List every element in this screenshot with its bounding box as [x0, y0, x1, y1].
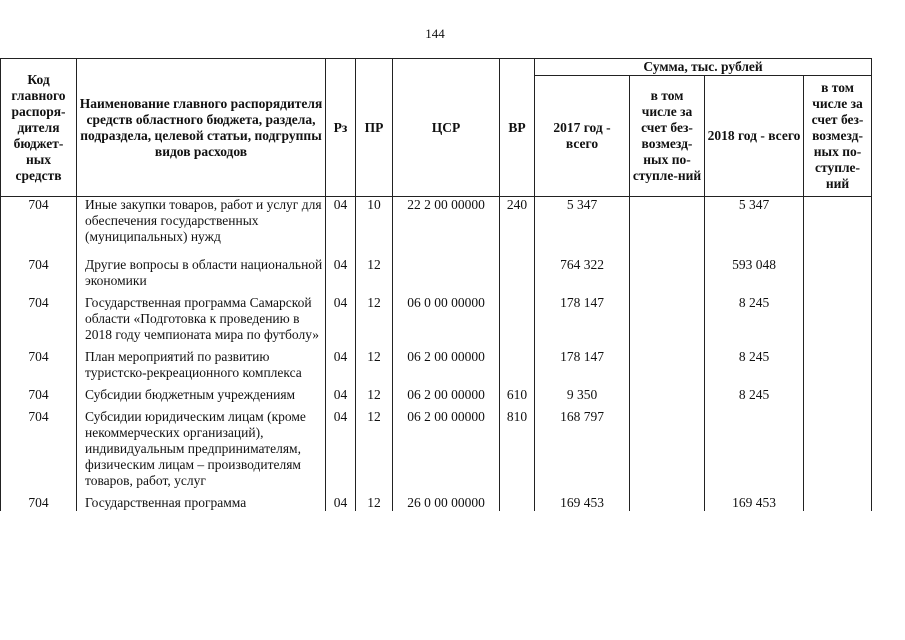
cell-code: 704: [1, 295, 77, 349]
cell-total-2017: 169 453: [535, 495, 630, 511]
cell-csr: 26 0 00 00000: [393, 495, 500, 511]
cell-vr: [500, 349, 535, 387]
cell-total-2018: 169 453: [705, 495, 804, 511]
cell-code: 704: [1, 197, 77, 258]
table-row: [1, 295, 872, 349]
header-csr: ЦСР: [393, 59, 500, 197]
cell-grant-2018: [804, 495, 872, 511]
header-grant-2018: в том числе за счет без-возмезд-ных по-ступле-ний: [804, 76, 872, 197]
cell-name: План мероприятий по развитию туристско-рекреационного комплекса: [77, 349, 326, 387]
cell-grant-2017: [630, 257, 705, 295]
cell-pr: 12: [356, 295, 393, 349]
header-sum-group: Сумма, тыс. рублей: [535, 59, 872, 76]
cell-csr: 06 2 00 00000: [393, 409, 500, 495]
cell-rz: 04: [326, 257, 356, 295]
cell-code: 704: [1, 495, 77, 511]
cell-total-2017: 764 322: [535, 257, 630, 295]
cell-vr: [500, 295, 535, 349]
cell-total-2017: 178 147: [535, 349, 630, 387]
table-row: [1, 495, 872, 511]
header-total-2018: 2018 год - всего: [705, 76, 804, 197]
cell-grant-2017: [630, 409, 705, 495]
cell-rz: 04: [326, 409, 356, 495]
cell-total-2018: 8 245: [705, 349, 804, 387]
cell-total-2018: 593 048: [705, 257, 804, 295]
cell-grant-2017: [630, 295, 705, 349]
cell-name: Субсидии бюджетным учреждениям: [77, 387, 326, 409]
cell-pr: 12: [356, 349, 393, 387]
budget-table: [0, 58, 872, 511]
cell-name: Другие вопросы в области национальной экономики: [77, 257, 326, 295]
cell-pr: 12: [356, 409, 393, 495]
table-row: [1, 387, 872, 409]
cell-grant-2018: [804, 387, 872, 409]
table-row: [1, 349, 872, 387]
cell-pr: 12: [356, 495, 393, 511]
cell-name: Субсидии юридическим лицам (кроме некоммерческих организаций), индивидуальным предпринимателям, физическим лицам – производителям товаров, работ, услуг: [77, 409, 326, 495]
cell-grant-2018: [804, 295, 872, 349]
cell-vr: 810: [500, 409, 535, 495]
cell-vr: 240: [500, 197, 535, 258]
cell-vr: [500, 257, 535, 295]
cell-total-2017: 5 347: [535, 197, 630, 258]
header-rz: Рз: [326, 59, 356, 197]
cell-total-2018: [705, 409, 804, 495]
cell-rz: 04: [326, 197, 356, 258]
cell-grant-2018: [804, 197, 872, 258]
cell-total-2018: 5 347: [705, 197, 804, 258]
cell-rz: 04: [326, 387, 356, 409]
cell-pr: 12: [356, 387, 393, 409]
cell-total-2018: 8 245: [705, 295, 804, 349]
header-vr: ВР: [500, 59, 535, 197]
cell-total-2017: 178 147: [535, 295, 630, 349]
header-name: Наименование главного распорядителя средств областного бюджета, раздела, подраздела, целевой статьи, подгруппы видов расходов: [77, 59, 326, 197]
cell-rz: 04: [326, 295, 356, 349]
cell-vr: 610: [500, 387, 535, 409]
cell-grant-2017: [630, 495, 705, 511]
cell-pr: 12: [356, 257, 393, 295]
cell-csr: 06 2 00 00000: [393, 387, 500, 409]
cell-code: 704: [1, 409, 77, 495]
cell-grant-2018: [804, 349, 872, 387]
cell-grant-2018: [804, 409, 872, 495]
cell-total-2018: 8 245: [705, 387, 804, 409]
cell-csr: 06 2 00 00000: [393, 349, 500, 387]
cell-code: 704: [1, 387, 77, 409]
cell-name: Государственная программа: [77, 495, 326, 511]
cell-pr: 10: [356, 197, 393, 258]
cell-csr: [393, 257, 500, 295]
cell-code: 704: [1, 349, 77, 387]
header-grant-2017: в том числе за счет без-возмезд-ных по-ступле-ний: [630, 76, 705, 197]
table-body: [1, 197, 872, 512]
cell-name: Иные закупки товаров, работ и услуг для обеспечения государственных (муниципальных) нужд: [77, 197, 326, 258]
page-number: 144: [425, 26, 445, 41]
table-header: [1, 59, 872, 197]
cell-code: 704: [1, 257, 77, 295]
cell-total-2017: 9 350: [535, 387, 630, 409]
cell-grant-2018: [804, 257, 872, 295]
header-total-2017: 2017 год - всего: [535, 76, 630, 197]
cell-csr: 22 2 00 00000: [393, 197, 500, 258]
cell-total-2017: 168 797: [535, 409, 630, 495]
header-pr: ПР: [356, 59, 393, 197]
table-row: [1, 409, 872, 495]
cell-rz: 04: [326, 349, 356, 387]
table-row: [1, 257, 872, 295]
cell-vr: [500, 495, 535, 511]
table-row: [1, 197, 872, 258]
cell-grant-2017: [630, 197, 705, 258]
cell-csr: 06 0 00 00000: [393, 295, 500, 349]
cell-rz: 04: [326, 495, 356, 511]
cell-name: Государственная программа Самарской области «Подготовка к проведению в 2018 году чемпионата мира по футболу»: [77, 295, 326, 349]
header-code: Код главного распоря-дителя бюджет-ных средств: [1, 59, 77, 197]
cell-grant-2017: [630, 349, 705, 387]
cell-grant-2017: [630, 387, 705, 409]
